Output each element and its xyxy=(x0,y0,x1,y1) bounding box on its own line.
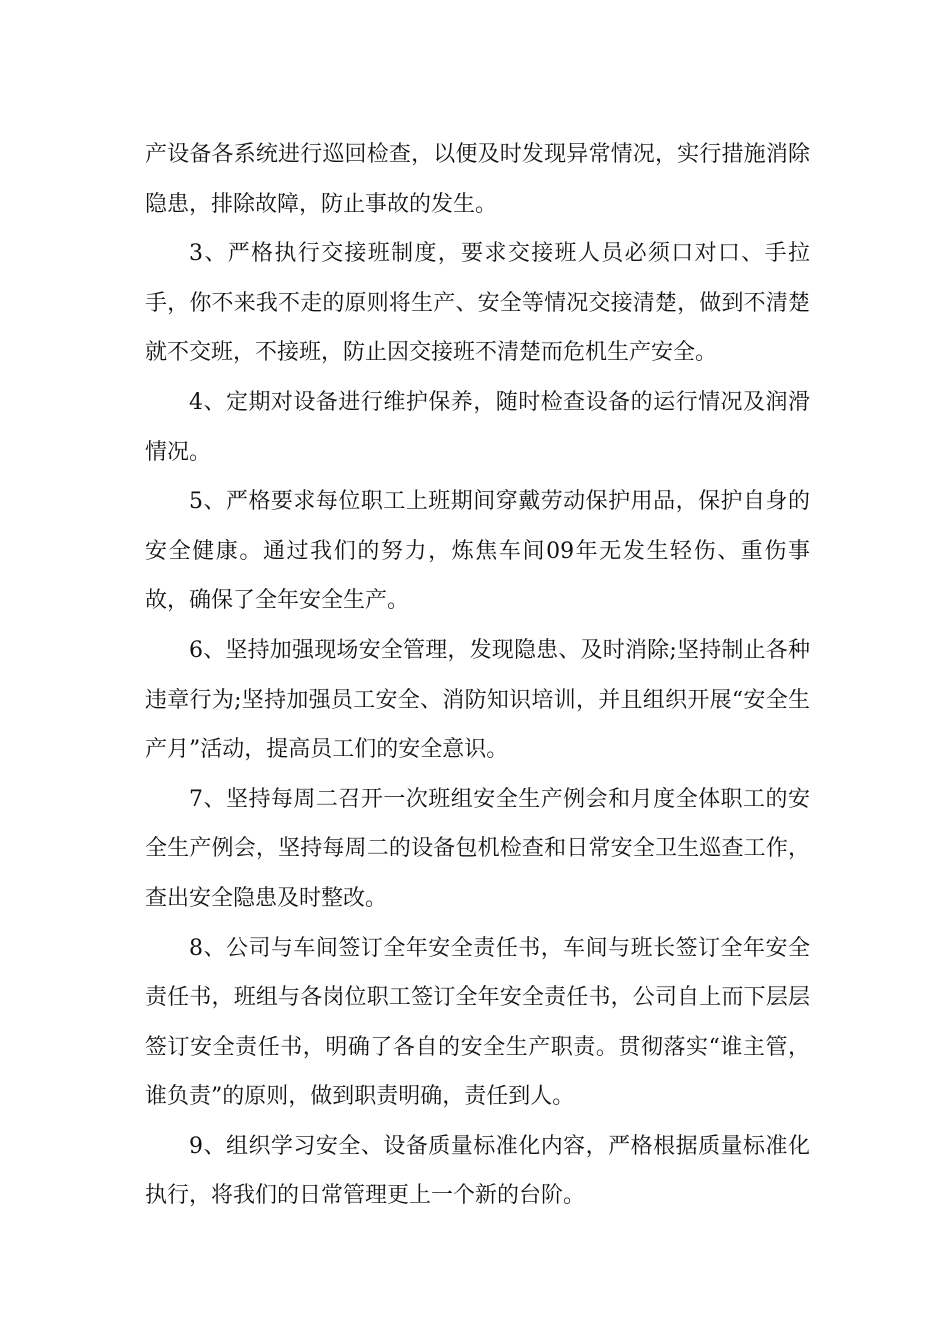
paragraph-item-7: 7、坚持每周二召开一次班组安全生产例会和月度全体职工的安全生产例会，坚持每周二的设备包机检查和日常安全卫生巡查工作，查出安全隐患及时整改。 xyxy=(145,786,810,911)
paragraph-item-8: 8、公司与车间签订全年安全责任书，车间与班长签订全年安全责任书，班组与各岗位职工签订全年安全责任书，公司自上而下层层签订安全责任书，明确了各自的安全生产职责。贯彻落实“谁主管，谁负责”的原则，做到职责明确，责任到人。 xyxy=(145,935,810,1110)
paragraph-item-3: 3、严格执行交接班制度，要求交接班人员必须口对口、手拉手，你不来我不走的原则将生产、安全等情况交接清楚，做到不清楚就不交班，不接班，防止因交接班不清楚而危机生产安全。 xyxy=(145,241,810,366)
paragraph-item-9: 9、组织学习安全、设备质量标准化内容，严格根据质量标准化执行，将我们的日常管理更上一个新的台阶。 xyxy=(145,1133,810,1209)
paragraph-item-4: 4、定期对设备进行维护保养，随时检查设备的运行情况及润滑情况。 xyxy=(145,389,810,465)
paragraph-item-5: 5、严格要求每位职工上班期间穿戴劳动保护用品，保护自身的安全健康。通过我们的努力，炼焦车间09年无发生轻伤、重伤事故，确保了全年安全生产。 xyxy=(145,489,810,614)
document-body xyxy=(145,130,810,1221)
paragraph-item-6: 6、坚持加强现场安全管理，发现隐患、及时消除;坚持制止各种违章行为;坚持加强员工安全、消防知识培训，并且组织开展“安全生产月”活动，提高员工们的安全意识。 xyxy=(145,637,810,763)
paragraph-continuation: 产设备各系统进行巡回检查，以便及时发现异常情况，实行措施消除隐患，排除故障，防止事故的发生。 xyxy=(145,142,810,217)
